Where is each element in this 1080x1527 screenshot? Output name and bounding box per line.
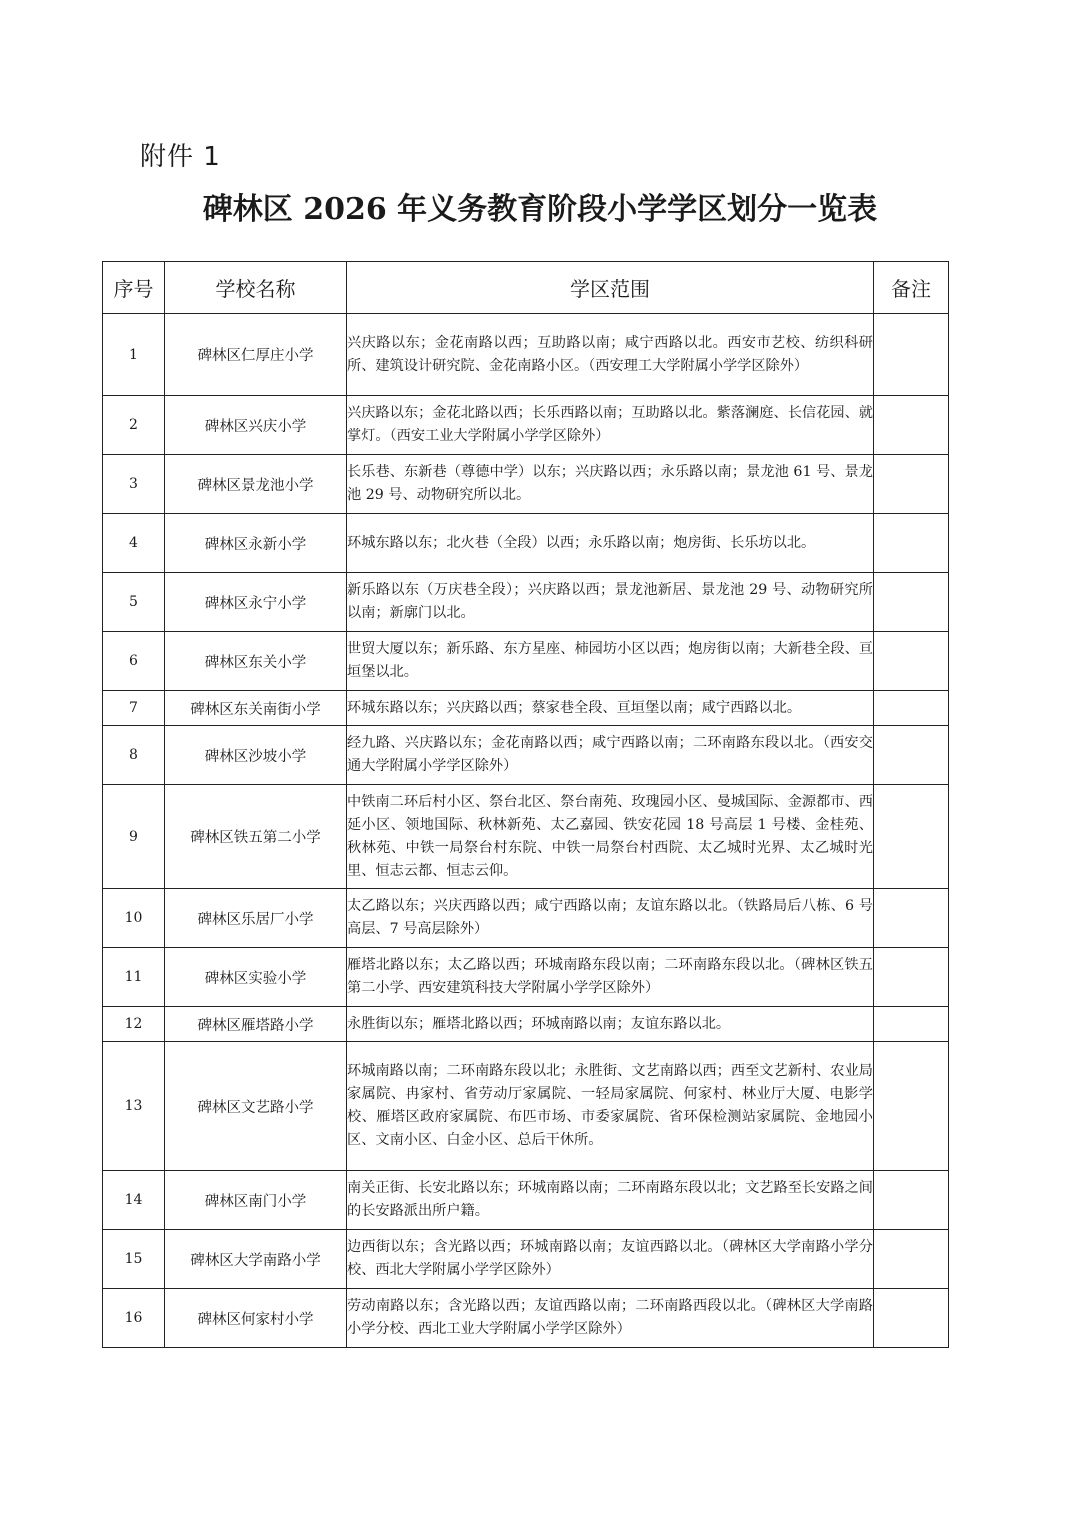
remark xyxy=(874,314,949,396)
district-range: 太乙路以东；兴庆西路以西；咸宁西路以南；友谊东路以北。（铁路局后八栋、6 号高层、7 号高层除外） xyxy=(347,889,874,948)
remark xyxy=(874,1007,949,1042)
remark xyxy=(874,785,949,889)
table-body xyxy=(103,314,949,1348)
row-number: 15 xyxy=(103,1230,165,1289)
school-name: 碑林区永新小学 xyxy=(165,514,347,573)
school-name: 碑林区实验小学 xyxy=(165,948,347,1007)
table-row xyxy=(103,1042,949,1171)
table-header-row xyxy=(103,262,949,314)
row-number: 10 xyxy=(103,889,165,948)
row-number: 6 xyxy=(103,632,165,691)
remark xyxy=(874,514,949,573)
school-name: 碑林区永宁小学 xyxy=(165,573,347,632)
remark xyxy=(874,1042,949,1171)
remark xyxy=(874,1171,949,1230)
school-name: 碑林区东关南街小学 xyxy=(165,691,347,726)
district-range: 边西街以东；含光路以西；环城南路以南；友谊西路以北。（碑林区大学南路小学分校、西北大学附属小学学区除外） xyxy=(347,1230,874,1289)
header-range: 学区范围 xyxy=(347,262,874,314)
district-range: 南关正街、长安北路以东；环城南路以南；二环南路东段以北；文艺路至长安路之间的长安路派出所户籍。 xyxy=(347,1171,874,1230)
school-name: 碑林区何家村小学 xyxy=(165,1289,347,1348)
row-number: 5 xyxy=(103,573,165,632)
school-name: 碑林区文艺路小学 xyxy=(165,1042,347,1171)
remark xyxy=(874,632,949,691)
remark xyxy=(874,948,949,1007)
header-note: 备注 xyxy=(874,262,949,314)
table-row xyxy=(103,573,949,632)
school-name: 碑林区乐居厂小学 xyxy=(165,889,347,948)
district-range: 永胜街以东；雁塔北路以西；环城南路以南；友谊东路以北。 xyxy=(347,1007,874,1042)
header-school: 学校名称 xyxy=(165,262,347,314)
district-range: 兴庆路以东；金花北路以西；长乐西路以南；互助路以北。紫落澜庭、长信花园、就掌灯。（西安工业大学附属小学学区除外） xyxy=(347,396,874,455)
school-name: 碑林区景龙池小学 xyxy=(165,455,347,514)
table-row xyxy=(103,396,949,455)
row-number: 1 xyxy=(103,314,165,396)
row-number: 11 xyxy=(103,948,165,1007)
table-row xyxy=(103,889,949,948)
school-name: 碑林区沙坡小学 xyxy=(165,726,347,785)
district-range: 兴庆路以东；金花南路以西；互助路以南；咸宁西路以北。西安市艺校、纺织科研所、建筑设计研究院、金花南路小区。（西安理工大学附属小学学区除外） xyxy=(347,314,874,396)
table-row xyxy=(103,948,949,1007)
row-number: 16 xyxy=(103,1289,165,1348)
district-range: 劳动南路以东；含光路以西；友谊西路以南；二环南路西段以北。（碑林区大学南路小学分校、西北工业大学附属小学学区除外） xyxy=(347,1289,874,1348)
row-number: 2 xyxy=(103,396,165,455)
table-row xyxy=(103,455,949,514)
document-title: 碑林区 2026 年义务教育阶段小学学区划分一览表 xyxy=(202,192,878,227)
table-row xyxy=(103,632,949,691)
row-number: 9 xyxy=(103,785,165,889)
school-name: 碑林区兴庆小学 xyxy=(165,396,347,455)
table-row xyxy=(103,1230,949,1289)
remark xyxy=(874,726,949,785)
table-row xyxy=(103,1171,949,1230)
remark xyxy=(874,1289,949,1348)
row-number: 12 xyxy=(103,1007,165,1042)
remark xyxy=(874,1230,949,1289)
district-range: 中铁南二环后村小区、祭台北区、祭台南苑、玫瑰园小区、曼城国际、金源都市、西延小区、领地国际、秋林新苑、太乙嘉园、铁安花园 18 号高层 1 号楼、金桂苑、秋林苑、中铁一局祭台村东院、中铁一局祭台村西院、太乙城时光界、太乙城时光里、恒志云都、恒志云仰。 xyxy=(347,785,874,889)
table-row xyxy=(103,726,949,785)
school-name: 碑林区仁厚庄小学 xyxy=(165,314,347,396)
remark xyxy=(874,691,949,726)
remark xyxy=(874,455,949,514)
table-row xyxy=(103,314,949,396)
remark xyxy=(874,889,949,948)
school-name: 碑林区铁五第二小学 xyxy=(165,785,347,889)
school-name: 碑林区南门小学 xyxy=(165,1171,347,1230)
row-number: 4 xyxy=(103,514,165,573)
row-number: 14 xyxy=(103,1171,165,1230)
school-name: 碑林区大学南路小学 xyxy=(165,1230,347,1289)
row-number: 3 xyxy=(103,455,165,514)
row-number: 13 xyxy=(103,1042,165,1171)
row-number: 7 xyxy=(103,691,165,726)
district-range: 新乐路以东（万庆巷全段）；兴庆路以西；景龙池新居、景龙池 29 号、动物研究所以南；新廓门以北。 xyxy=(347,573,874,632)
attachment-label: 附件 1 xyxy=(140,142,221,172)
remark xyxy=(874,573,949,632)
table-row xyxy=(103,514,949,573)
district-range: 经九路、兴庆路以东；金花南路以西；咸宁西路以南；二环南路东段以北。（西安交通大学附属小学学区除外） xyxy=(347,726,874,785)
district-range: 环城南路以南；二环南路东段以北；永胜街、文艺南路以西；西至文艺新村、农业局家属院、冉家村、省劳动厅家属院、一轻局家属院、何家村、林业厅大厦、电影学校、雁塔区政府家属院、布匹市场、市委家属院、省环保检测站家属院、金地园小区、文南小区、白金小区、总后干休所。 xyxy=(347,1042,874,1171)
district-range: 环城东路以东；兴庆路以西；蔡家巷全段、亘垣堡以南；咸宁西路以北。 xyxy=(347,691,874,726)
row-number: 8 xyxy=(103,726,165,785)
table-row xyxy=(103,785,949,889)
header-no: 序号 xyxy=(103,262,165,314)
district-range: 世贸大厦以东；新乐路、东方星座、柿园坊小区以西；炮房街以南；大新巷全段、亘垣堡以北。 xyxy=(347,632,874,691)
table-row xyxy=(103,1007,949,1042)
district-range: 长乐巷、东新巷（尊德中学）以东；兴庆路以西；永乐路以南；景龙池 61 号、景龙池 29 号、动物研究所以北。 xyxy=(347,455,874,514)
table-row xyxy=(103,691,949,726)
district-range: 雁塔北路以东；太乙路以西；环城南路东段以南；二环南路东段以北。（碑林区铁五第二小学、西安建筑科技大学附属小学学区除外） xyxy=(347,948,874,1007)
school-name: 碑林区雁塔路小学 xyxy=(165,1007,347,1042)
school-district-table xyxy=(102,261,949,1348)
school-name: 碑林区东关小学 xyxy=(165,632,347,691)
table-row xyxy=(103,1289,949,1348)
remark xyxy=(874,396,949,455)
district-range: 环城东路以东；北火巷（全段）以西；永乐路以南；炮房街、长乐坊以北。 xyxy=(347,514,874,573)
